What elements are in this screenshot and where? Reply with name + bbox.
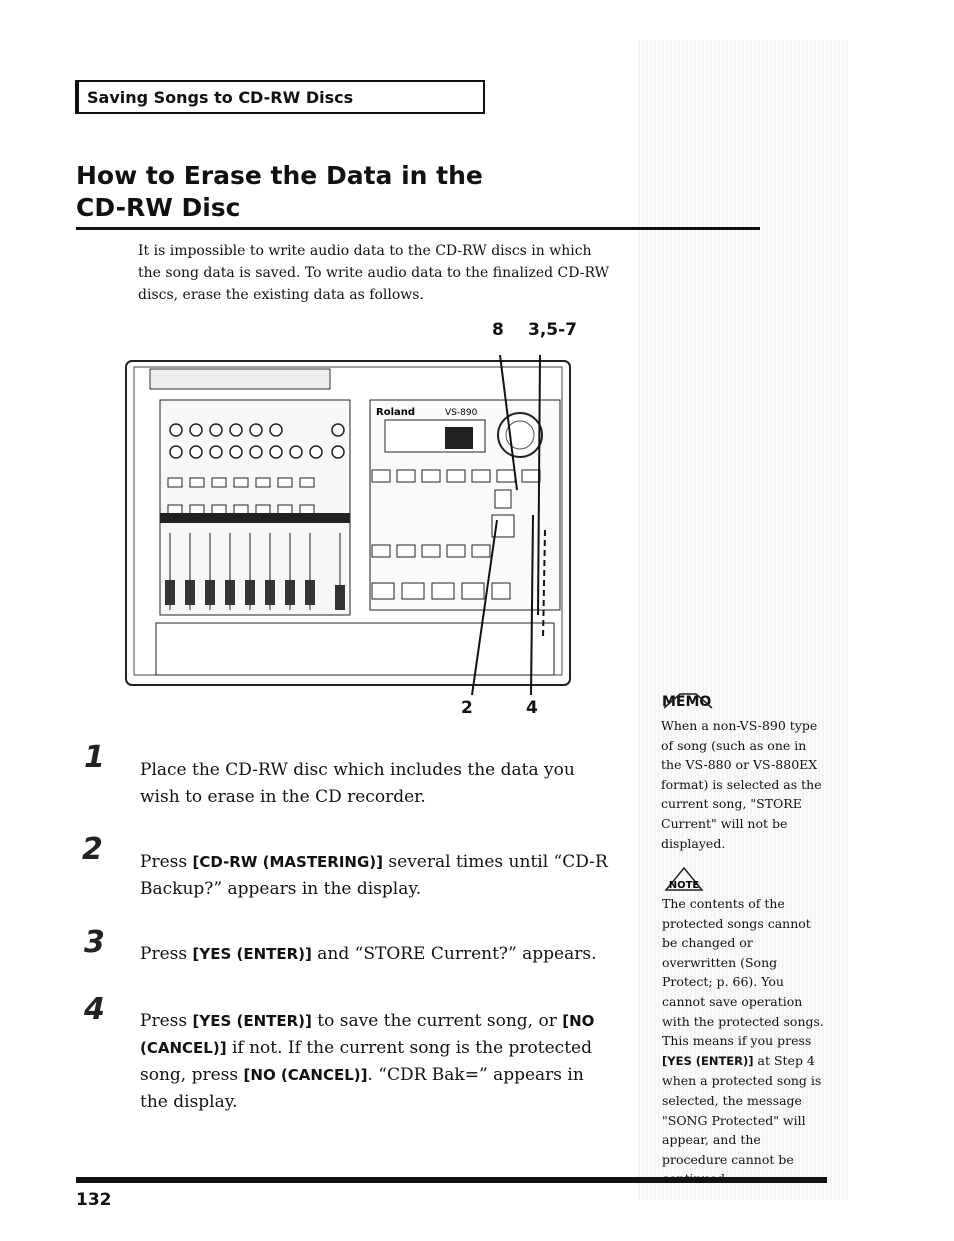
device-illustration [120,355,580,695]
device-model: VS-890 [445,408,478,418]
step-4-number: 4 [84,992,105,1027]
step-2-number: 2 [82,832,103,867]
step-2-text-a: Press [140,852,193,872]
yes-enter-button-ref: [YES (ENTER)] [662,1053,754,1068]
callout-8: 8 [492,320,504,340]
step-3-text [140,941,610,968]
page-title [76,160,483,224]
callout-4: 4 [526,698,538,718]
step-1-text: Place the CD-RW disc which includes the data you wish to erase in the CD recorder. [140,760,575,807]
note-text-b: at Step 4 when a protected song is selected, the message "SONG Protected" will appear, and the procedure cannot be [662,1052,822,1167]
yes-enter-button-ref: [YES (ENTER)] [192,1012,312,1030]
page-title-line2: CD-RW Disc [76,193,241,222]
yes-enter-button-ref: [YES (ENTER)] [192,945,312,963]
footer-rule [76,1177,827,1183]
no-cancel-button-ref: [NO (CANCEL)] [243,1066,368,1084]
step-4-text-d: . “CDR Bak=” appears in the display. [140,1065,584,1112]
memo-text: When a non-VS-890 type of song (such as one in the VS-880 or VS-880EX format) is selected as the current song, "STORE Current" will not be displayed. [661,718,822,851]
page-number: 132 [76,1190,112,1210]
step-3-number: 3 [84,925,105,960]
callout-3-5-7: 3,5-7 [528,320,577,340]
step-4-text-a: Press [140,1011,193,1031]
memo-icon [662,694,711,710]
step-4-text [140,1008,610,1116]
memo-label: MEMO [662,694,712,710]
note-label: NOTE [668,880,700,891]
step-2-text [140,849,610,903]
cd-rw-mastering-button-ref: [CD-RW (MASTERING)] [192,853,384,871]
step-3-text-b: and “STORE Current?” appears. [311,944,597,964]
intro-paragraph: It is impossible to write audio data to the CD-RW discs in which the song data is saved. To write audio data to the finalized CD-RW discs, erase the existing data as follows. [138,243,610,303]
step-4-text-b: to save the current song, or [311,1011,563,1031]
step-4-text-c: if not. If the current song is the protected song, press [140,1038,592,1085]
note-text-a: The contents of the protected songs cannot be changed or overwritten (Song Protect; p. 66). You cannot save operation with the protected songs. This means if you press [662,896,824,1049]
device-brand: Roland [376,407,416,418]
no-cancel-button-ref: [NO (CANCEL)] [140,1012,595,1057]
page-title-line1: How to Erase the Data in the [76,161,483,190]
step-3-text-a: Press [140,944,193,964]
step-2-text-b: several times until “CD-R Backup?” appears in the display. [140,852,608,899]
section-title: Saving Songs to CD-RW Discs [87,88,354,107]
title-rule [76,227,760,230]
note-icon [662,866,706,896]
section-header [75,80,485,114]
note-text [662,894,827,1189]
step-1-number: 1 [84,740,105,775]
callout-2: 2 [461,698,473,718]
